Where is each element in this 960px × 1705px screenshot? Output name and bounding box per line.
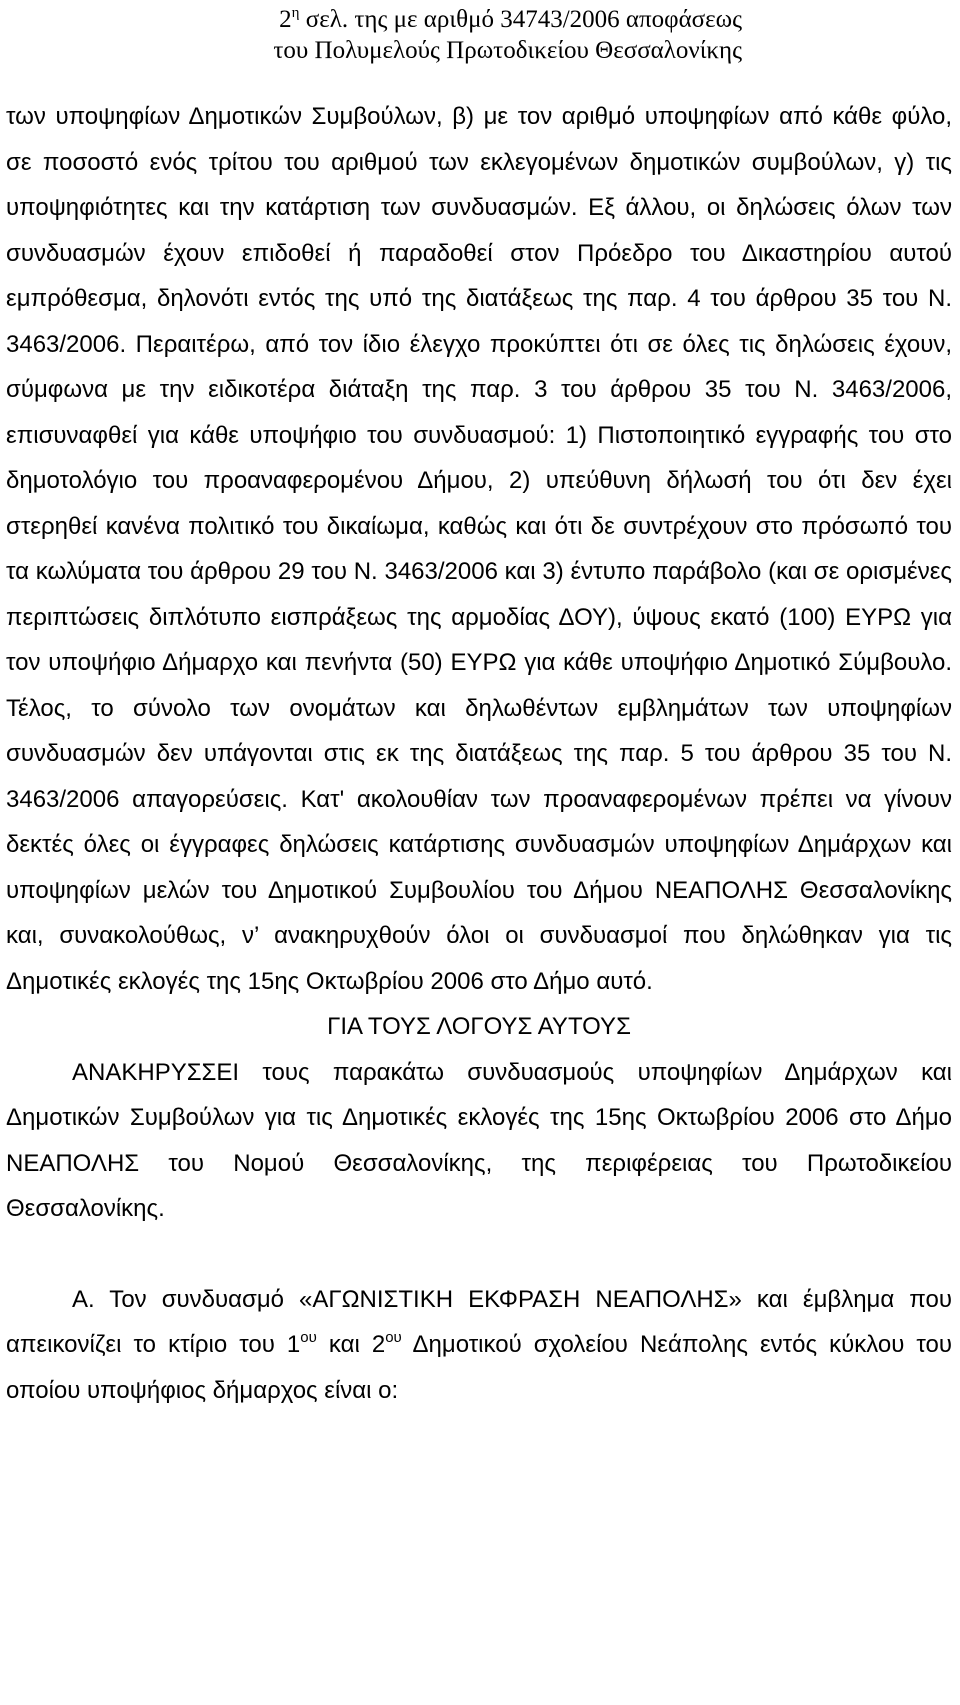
header-line-1	[0, 4, 742, 35]
body-paragraph-3	[6, 1277, 952, 1414]
ordinal-superscript-2: ου	[385, 1329, 402, 1346]
paragraph-3-part-c: Δημοτικού σχολείου Νεάπολης εντός κύκλου του οποίου υποψήφιος δήμαρχος είναι ο:	[6, 1331, 952, 1404]
body-paragraph-1: των υποψηφίων Δημοτικών Συμβούλων, β) με τον αριθμό υποψηφίων από κάθε φύλο, σε ποσοστό ενός τρίτου του αριθμού των εκλεγομένων δημοτικών συμβούλων, γ) τις υποψηφιότητες και την κατάρτιση των συνδυασμών. Εξ άλλου, οι δηλώσεις όλων των συνδυασμών έχουν επιδοθεί ή παραδοθεί στον Πρόεδρο του Δικαστηρίου αυτού εμπρόθεσμα, δηλονότι εντός της υπό της διατάξεως της παρ. 4 του άρθρου 35 του Ν. 3463/2006. Περαιτέρω, από τον ίδιο έλεγχο προκύπτει ότι σε όλες τις δηλώσεις έχουν, σύμφωνα με την ειδικοτέρα διάταξη της παρ. 3 του άρθρου 35 του Ν. 3463/2006, επισυναφθεί για κάθε υποψήφιο του συνδυασμού: 1) Πιστοποιητικό εγγραφής του στο δημοτολόγιο του προαναφερομένου Δήμου, 2) υπεύθυνη δήλωσή του ότι δεν έχει στερηθεί κανένα πολιτικό του δικαίωμα, καθώς και ότι δε συντρέχουν στο πρόσωπό του τα κωλύματα του άρθρου 29 του Ν. 3463/2006 και 3) έντυπο παράβολο (και σε ορισμένες περιπτώσεις διπλότυπο εισπράξεως της αρμοδίας ΔΟΥ), ύψους εκατό (100) ΕΥΡΩ για τον υποψήφιο Δήμαρχο και πενήντα (50) ΕΥΡΩ για κάθε υποψήφιο Δημοτικό Σύμβουλο. Τέλος, το σύνολο των ονομάτων και δηλωθέντων εμβλημάτων των υποψηφίων συνδυασμών δεν υπάγονται στις εκ της διατάξεως της παρ. 5 του άρθρου 35 του Ν. 3463/2006 απαγορεύσεις. Κατ' ακολουθίαν των προαναφερομένων πρέπει να γίνουν δεκτές όλες οι έγγραφες δηλώσεις κατάρτισης συνδυασμών υποψηφίων Δημάρχων και υποψηφίων μελών του Δημοτικού Συμβουλίου του Δήμου ΝΕΑΠΟΛΗΣ Θεσσαλονίκης και, συνακολούθως, ν’ ανακηρυχθούν όλοι οι συνδυασμοί που δηλώθηκαν για τις Δημοτικές εκλογές της 15ης Οκτωβρίου 2006 στο Δήμο αυτό.	[6, 103, 952, 995]
section-heading: ΓΙΑ ΤΟΥΣ ΛΟΓΟΥΣ ΑΥΤΟΥΣ	[327, 1013, 631, 1040]
paragraph-3-part-a: Α. Τον συνδυασμό «ΑΓΩΝΙΣΤΙΚΗ ΕΚΦΡΑΣΗ ΝΕΑΠΟΛΗΣ» και έμβλημα που απεικονίζει το κτίριο του 1	[6, 1285, 952, 1358]
header-ordinal-superscript: η	[291, 5, 300, 21]
body-paragraph-2: ΑΝΑΚΗΡΥΣΣΕΙ τους παρακάτω συνδυασμούς υποψηφίων Δημάρχων και Δημοτικών Συμβούλων για τις Δημοτικές εκλογές της 15ης Οκτωβρίου 2006 στο Δήμο ΝΕΑΠΟΛΗΣ του Νομού Θεσσαλονίκης, της περιφέρειας του Πρωτοδικείου Θεσσαλονίκης.	[6, 1058, 952, 1222]
paragraph-3-part-b: και 2	[316, 1331, 386, 1358]
blank-line	[6, 1232, 952, 1277]
header-decision-reference: σελ. της με αριθμό 34743/2006 αποφάσεως	[299, 6, 742, 33]
ordinal-superscript-1: ου	[300, 1329, 317, 1346]
page-header	[0, 4, 742, 66]
header-line-2: του Πολυμελούς Πρωτοδικείου Θεσσαλονίκης	[273, 37, 742, 64]
header-page-number: 2	[279, 6, 292, 33]
document-body	[6, 94, 952, 1413]
